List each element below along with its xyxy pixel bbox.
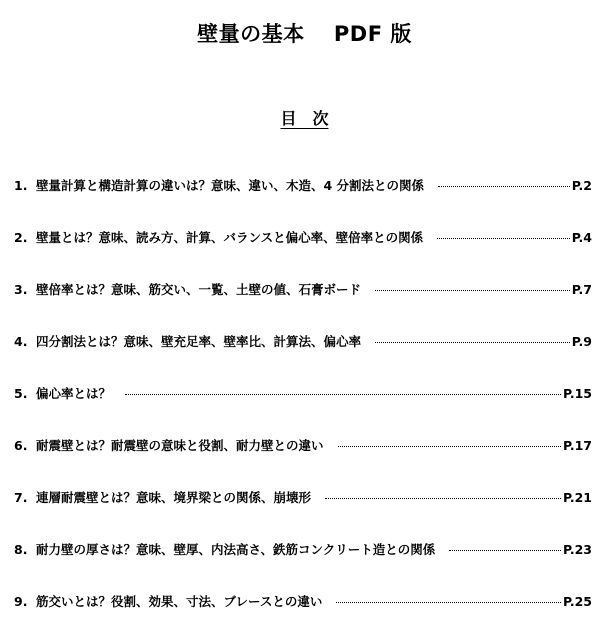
toc-entry-number: 9.	[14, 594, 28, 609]
toc-entry-number: 5.	[14, 386, 28, 401]
toc-entry-title[interactable]: 筋交いとは？役割、効果、寸法、ブレースとの違い	[36, 594, 323, 609]
toc-entry-4[interactable]	[14, 332, 592, 384]
table-of-contents	[14, 176, 592, 644]
toc-entry-page: P.25	[562, 594, 592, 609]
toc-dot-leader	[375, 290, 570, 291]
toc-entry-title[interactable]: 耐震壁とは？耐震壁の意味と役割、耐力壁との違い	[36, 438, 324, 453]
toc-entry-number: 1.	[14, 178, 28, 193]
toc-entry-1[interactable]	[14, 176, 592, 228]
toc-entry-3[interactable]	[14, 280, 592, 332]
toc-entry-8[interactable]	[14, 540, 592, 592]
toc-dot-leader	[325, 498, 561, 499]
toc-entry-page: P.21	[562, 490, 592, 505]
toc-entry-number: 2.	[14, 230, 28, 245]
toc-entry-title[interactable]: 壁量計算と構造計算の違いは？意味、違い、木造、4 分割法との関係	[36, 178, 425, 193]
toc-dot-leader	[336, 602, 561, 603]
toc-entry-number: 4.	[14, 334, 28, 349]
toc-entry-title[interactable]: 耐力壁の厚さは？意味、壁厚、内法高さ、鉄筋コンクリート造との関係	[36, 542, 436, 557]
toc-dot-leader	[375, 342, 570, 343]
toc-heading	[0, 106, 609, 129]
toc-entry-title[interactable]: 四分割法とは？意味、壁充足率、壁率比、計算法、偏心率	[36, 334, 362, 349]
toc-entry-2[interactable]	[14, 228, 592, 280]
toc-entry-9[interactable]	[14, 592, 592, 644]
toc-dot-leader	[437, 238, 570, 239]
toc-entry-number: 3.	[14, 282, 28, 297]
document-title: 壁量の基本 PDF 版	[197, 22, 412, 46]
toc-dot-leader	[438, 186, 570, 187]
toc-entry-title[interactable]: 偏心率とは？	[36, 386, 112, 401]
toc-entry-page: P.17	[562, 438, 592, 453]
toc-entry-page: P.2	[571, 178, 592, 193]
toc-dot-leader	[449, 550, 561, 551]
toc-entry-page: P.7	[571, 282, 592, 297]
toc-entry-7[interactable]	[14, 488, 592, 540]
toc-heading-text: 目 次	[280, 109, 329, 128]
toc-entry-title[interactable]: 壁倍率とは？意味、筋交い、一覧、土壁の値、石膏ボード	[36, 282, 362, 297]
toc-entry-5[interactable]	[14, 384, 592, 436]
toc-entry-title[interactable]: 壁量とは？意味、読み方、計算、バランスと偏心率、壁倍率との関係	[36, 230, 424, 245]
toc-entry-page: P.15	[562, 386, 592, 401]
toc-dot-leader	[125, 394, 561, 395]
toc-entry-number: 6.	[14, 438, 28, 453]
toc-entry-number: 7.	[14, 490, 28, 505]
toc-entry-6[interactable]	[14, 436, 592, 488]
toc-entry-page: P.23	[562, 542, 592, 557]
toc-entry-page: P.4	[571, 230, 592, 245]
toc-entry-number: 8.	[14, 542, 28, 557]
toc-dot-leader	[338, 446, 561, 447]
toc-entry-page: P.9	[571, 334, 592, 349]
toc-entry-title[interactable]: 連層耐震壁とは？意味、境界梁との関係、崩壊形	[36, 490, 312, 505]
